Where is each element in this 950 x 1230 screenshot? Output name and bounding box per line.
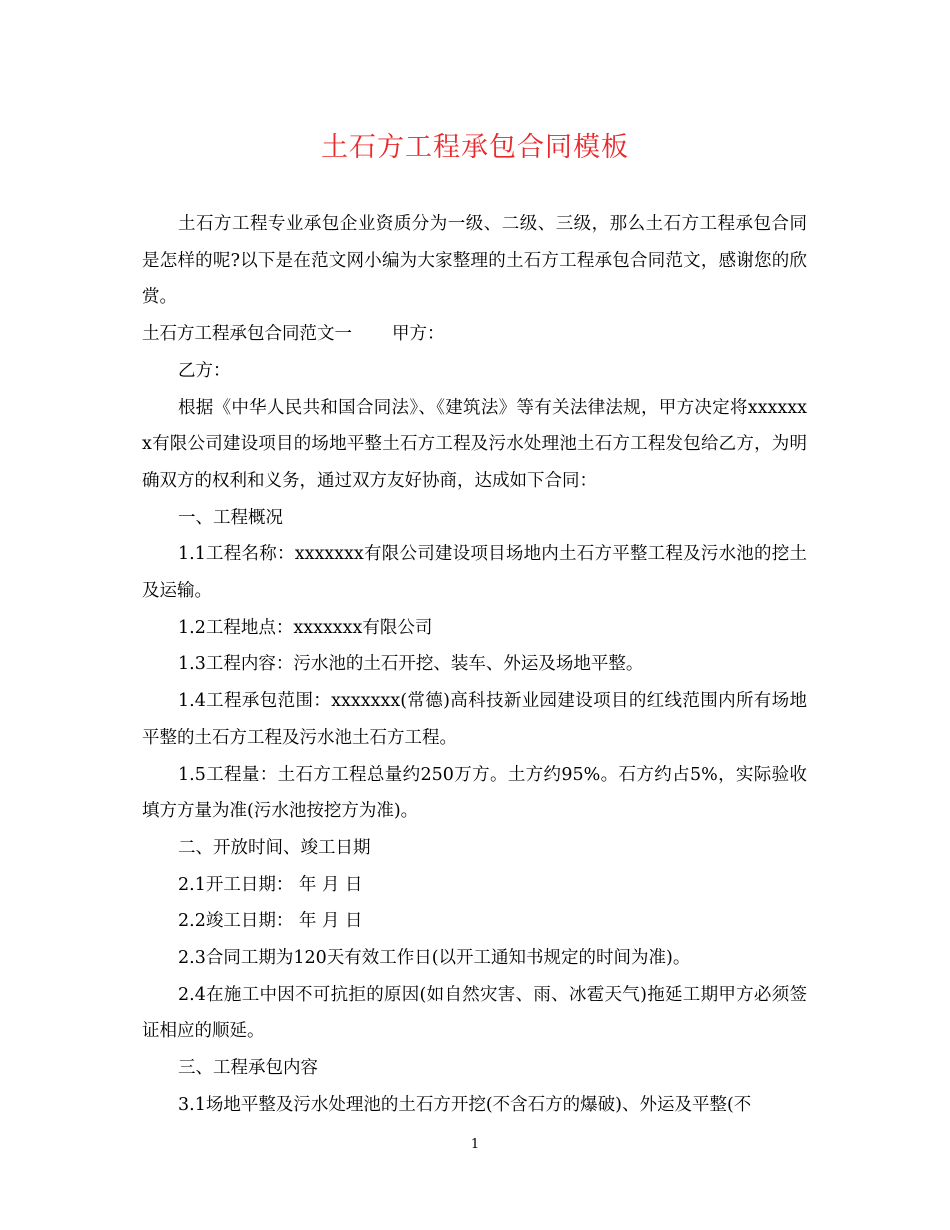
paragraph-sample-heading <box>142 316 807 353</box>
clause-1-2: 1.2工程地点：xxxxxxx有限公司 <box>178 617 433 638</box>
party-b-label: 乙方： <box>178 360 231 381</box>
clause-1-1: 1.1工程名称：xxxxxxx有限公司建设项目场地内土石方平整工程及污水池的挖土及运输。 <box>142 544 807 602</box>
section-heading-1: 一、工程概况 <box>178 507 283 528</box>
clause-1-4: 1.4工程承包范围：xxxxxxx(常德)高科技新业园建设项目的红线范围内所有场地平整的土石方工程及污水池土石方工程。 <box>142 691 807 748</box>
document-body <box>142 206 807 1124</box>
paragraph-intro: 土石方工程专业承包企业资质分为一级、二级、三级，那么土石方工程承包合同是怎样的呢?以下是在范文网小编为大家整理的土石方工程承包合同范文，感谢您的欣赏。 <box>142 214 807 308</box>
clause-1-3: 1.3工程内容：污水池的土石开挖、装车、外运及场地平整。 <box>178 654 644 675</box>
clause-2-1: 2.1开工日期： 年 月 日 <box>178 874 363 895</box>
sample-heading-text: 土石方工程承包合同范文一 <box>142 324 352 345</box>
party-a-label: 甲方： <box>392 324 445 345</box>
clause-3-1: 3.1场地平整及污水处理池的土石方开挖(不含石方的爆破)、外运及平整(不 <box>178 1094 752 1115</box>
page-number: 1 <box>470 1137 480 1152</box>
section-heading-2: 二、开放时间、竣工日期 <box>178 837 371 858</box>
clause-1-5: 1.5工程量：土石方工程总量约250万方。土方约95%。石方约占5%，实际验收填方方量为准(污水池按挖方为准)。 <box>142 764 807 822</box>
clause-2-4: 2.4在施工中因不可抗拒的原因(如自然灾害、雨、冰雹天气)拖延工期甲方必须签证相应的顺延。 <box>142 984 807 1042</box>
section-heading-3: 三、工程承包内容 <box>178 1058 318 1079</box>
clause-2-2: 2.2竣工日期： 年 月 日 <box>178 911 363 932</box>
paragraph-preamble: 根据《中华人民共和国合同法》、《建筑法》等有关法律法规，甲方决定将xxxxxxx有限公司建设项目的场地平整土石方工程及污水处理池土石方工程发包给乙方，为明确双方的权利和义务，通过双方友好协商，达成如下合同： <box>142 397 807 491</box>
document-title: 土石方工程承包合同模板 <box>321 132 629 163</box>
clause-2-3: 2.3合同工期为120天有效工作日(以开工通知书规定的时间为准)。 <box>178 948 691 969</box>
